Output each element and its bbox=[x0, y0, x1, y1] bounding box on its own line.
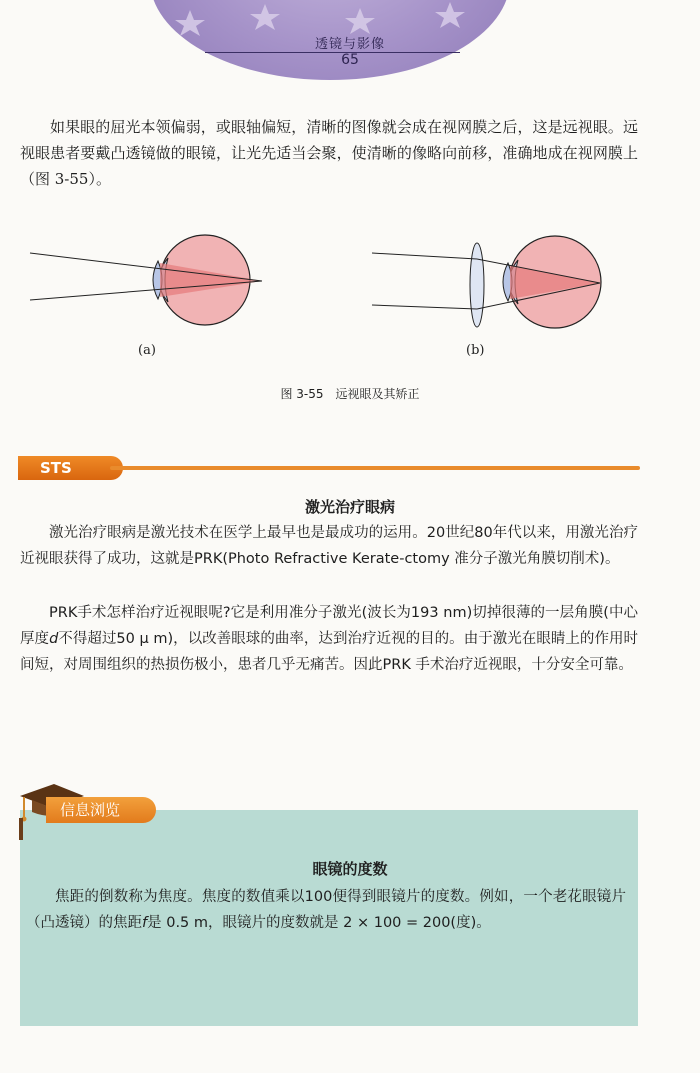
sts-paragraph-2 bbox=[20, 600, 638, 678]
info-text-before: 焦距的倒数称为焦度。焦度的数值乘以100便得到眼镜片的度数。例如，一个老花眼镜片（凸透镜）的焦距 bbox=[26, 889, 626, 931]
info-title: 眼镜的度数 bbox=[312, 860, 388, 878]
info-variable-f: f bbox=[142, 915, 148, 931]
info-label-pole bbox=[19, 818, 23, 840]
sts-badge: STS bbox=[18, 456, 123, 480]
figure-sublabel-a: (a) bbox=[138, 343, 156, 358]
ray-b-top-in bbox=[372, 253, 477, 259]
sts-p2-text-after: 不得超过50 μ m)，以改善眼球的曲率，达到治疗近视的目的。由于激光在眼睛上的作用时间短，对周围组织的热损伤极小，患者几乎无痛苦。因此PRK 手术治疗近视眼，十分安全可靠。 bbox=[20, 631, 638, 673]
ray-b-bottom-in bbox=[372, 305, 477, 309]
diagram-a-farsighted-eye bbox=[30, 235, 262, 325]
figure-caption: 图 3-55 远视眼及其矫正 bbox=[280, 387, 420, 401]
figure-sublabel-b: (b) bbox=[466, 343, 485, 358]
intro-paragraph: 如果眼的屈光本领偏弱，或眼轴偏短，清晰的图像就会成在视网膜之后，这是远视眼。远视眼患者要戴凸透镜做的眼镜，让光先适当会聚，使清晰的像略向前移，准确地成在视网膜上（图 3-55）。 bbox=[20, 118, 638, 188]
sts-p2-variable-d: d bbox=[49, 631, 59, 647]
figure-farsighted-eye bbox=[0, 225, 700, 365]
info-paragraph bbox=[26, 884, 626, 936]
sts-title: 激光治疗眼病 bbox=[304, 498, 395, 516]
page-number: 65 bbox=[341, 52, 359, 68]
info-label: 信息浏览 bbox=[46, 797, 156, 823]
sts-p2-text-before: PRK手术怎样治疗近视眼呢?它是利用准分子激光(波长为193 nm)切掉很薄的一层角膜(中心厚度 bbox=[20, 605, 638, 647]
info-text-after: 是 0.5 m，眼镜片的度数就是 2 × 100 = 200(度)。 bbox=[147, 915, 491, 931]
chapter-title: 透镜与影像 bbox=[314, 37, 385, 52]
sts-paragraph-1: 激光治疗眼病是激光技术在医学上最早也是最成功的运用。20世纪80年代以来，用激光治疗近视眼获得了成功，这就是PRK(Photo Refractive Kerate-ctomy 准分子激光角膜切削术)。 bbox=[20, 525, 638, 567]
sts-divider bbox=[110, 466, 640, 470]
convex-lens-glasses bbox=[470, 243, 484, 327]
diagram-b-corrected-eye bbox=[372, 236, 601, 328]
